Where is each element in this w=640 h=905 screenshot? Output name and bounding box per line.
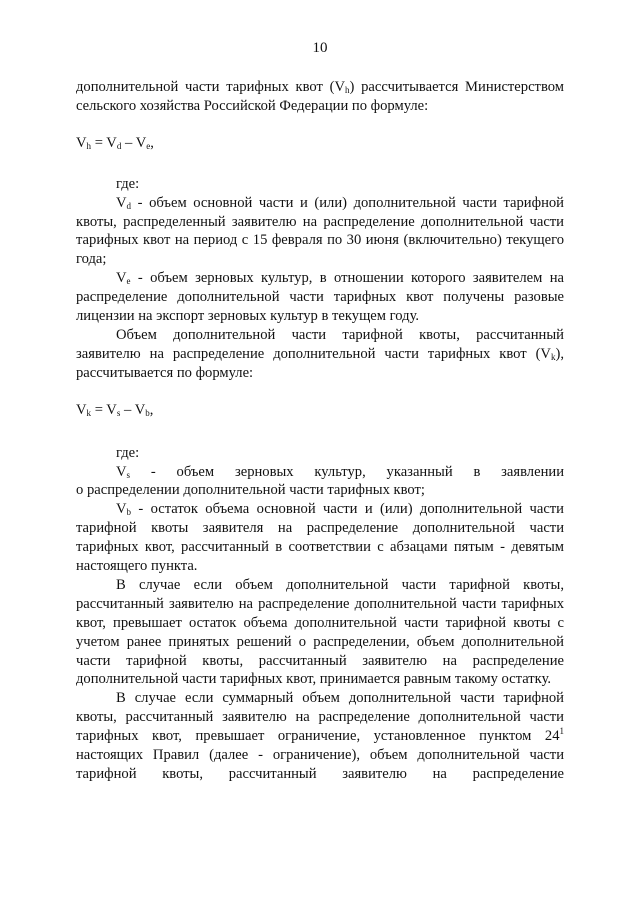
formula-vk [76, 401, 564, 420]
formula-symbol: – V [120, 401, 146, 418]
paragraph-intro [76, 78, 564, 116]
text: - объем основной части и (или) дополнительной части тарифной квоты, распределенный заявителю на распределение дополнительной части тарифных квот на период с 15 февраля по 30 июня (включительно) текущего года; [76, 194, 564, 268]
formula-punct: , [150, 134, 154, 151]
text: В случае если суммарный объем дополнительной части тарифной квоты, рассчитанный заявителю на распределение дополнительной части тарифных квот, превышает ограничение, установленное пунктом 24 [76, 690, 564, 745]
formula-symbol: V [76, 401, 87, 418]
text: ) рассчитывается Министерством сельского хозяйства Российской Федерации по формуле: [76, 79, 564, 114]
subscript: e [146, 140, 151, 151]
subscript: k [86, 407, 92, 418]
superscript: 1 [559, 726, 564, 737]
definition-vs-line2: о распределении дополнительной части тарифных квот; [76, 482, 425, 499]
text: настоящих Правил (далее - ограничение), объем дополнительной части тарифной квоты, рассчитанный заявителю на распределение [76, 747, 564, 782]
page-number: 10 [312, 40, 328, 56]
subscript: b [126, 507, 132, 518]
symbol: V [116, 270, 127, 287]
definition-vs-line1 [76, 463, 564, 482]
symbol: V [116, 463, 127, 480]
formula-punct: , [149, 401, 154, 418]
formula-symbol: V [76, 134, 87, 151]
paragraph-case-exceeds-remainder: В случае если объем дополнительной части тарифной квоты, рассчитанный заявителю на распределение дополнительной части тарифных квот, превышает остаток объема дополнительной части тарифной квоты с учетом ранее принятых решений о распределении, объем дополнительной части тарифной квоты, рассчитанный заявителю на распределение дополнительной части тарифных квот, принимается равным такому остатку. [76, 576, 564, 688]
subscript: d [126, 200, 132, 211]
text: - объем зерновых культур, указанный в заявлении [130, 463, 564, 480]
text: - объем зерновых культур, в отношении которого заявителем на распределение дополнительной части тарифных квот получены разовые лицензии на экспорт зерновых культур в текущем году. [76, 270, 564, 325]
formula-vh [76, 134, 564, 153]
symbol: V [116, 501, 127, 518]
subscript: h [345, 85, 350, 95]
where-label: где: [116, 444, 140, 461]
subscript: s [116, 407, 121, 418]
definition-vd [76, 194, 564, 270]
symbol: V [116, 194, 127, 211]
subscript: b [145, 407, 150, 418]
text: дополнительной части тарифных квот (V [76, 79, 346, 95]
subscript: k [550, 351, 556, 362]
formula-symbol: – V [121, 134, 147, 151]
definition-ve [76, 269, 564, 326]
subscript: s [126, 469, 131, 480]
document-body [76, 78, 564, 784]
where-label: где: [116, 175, 140, 192]
subscript: e [126, 276, 131, 287]
text: - остаток объема основной части и (или) дополнительной части тарифной квоты заявителя на распределение дополнительной части тарифных квот, рассчитанный в соответствии с абзацами пятым - девятым настоящего пункта. [76, 501, 564, 575]
subscript: h [86, 140, 92, 151]
text: Объем дополнительной части тарифной квоты, рассчитанный заявителю на распределение дополнительной части тарифных квот (V [76, 326, 564, 362]
formula-symbol: = V [91, 401, 117, 418]
text: ), рассчитывается по формуле: [76, 345, 564, 381]
paragraph-vk-intro [76, 326, 564, 383]
paragraph-case-exceeds-limit [76, 689, 564, 784]
definition-vb [76, 500, 564, 576]
subscript: d [116, 140, 122, 151]
formula-symbol: = V [91, 134, 117, 151]
